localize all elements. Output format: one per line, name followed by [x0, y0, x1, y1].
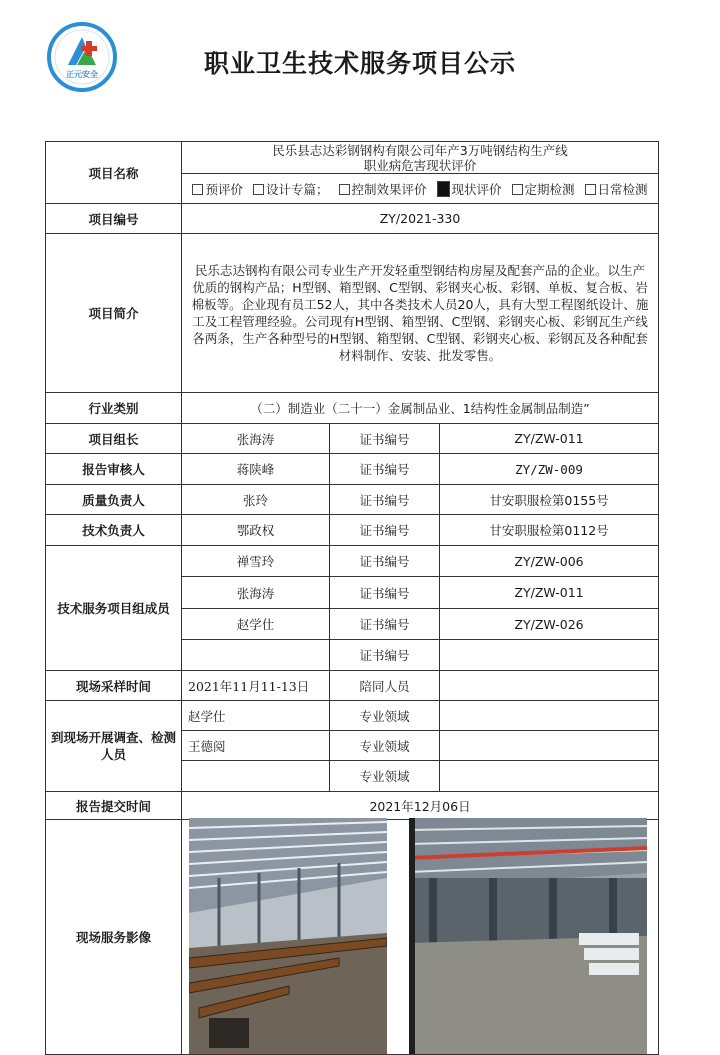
- site-images-label: 现场服务影像: [46, 820, 182, 1055]
- tech-label: 技术负责人: [46, 515, 182, 546]
- leader-cert: ZY/ZW-011: [440, 424, 659, 454]
- member-cert: ZY/ZW-011: [440, 577, 659, 609]
- page-title: 职业卫生技术服务项目公示: [203, 49, 516, 78]
- checked-box-icon: [437, 181, 450, 197]
- tech-name: 鄂政权: [182, 515, 330, 546]
- reviewer-cert: ZY/ZW-009: [440, 454, 659, 485]
- member-cert: ZY/ZW-006: [440, 546, 659, 577]
- companion-label: 陪同人员: [330, 671, 440, 701]
- site-photo-2: [409, 818, 647, 1054]
- site-photo-1: [189, 818, 387, 1054]
- industry-label: 行业类别: [46, 393, 182, 424]
- quality-name: 张玲: [182, 485, 330, 515]
- type-option[interactable]: 控制效果评价: [339, 182, 427, 197]
- surveyor-name: 赵学仕: [182, 701, 330, 731]
- reviewer-label: 报告审核人: [46, 454, 182, 485]
- project-number: ZY/2021-330: [182, 204, 659, 234]
- submit-time-label: 报告提交时间: [46, 792, 182, 820]
- surveyor-name: 王德阅: [182, 731, 330, 761]
- checkbox-icon: [512, 184, 523, 195]
- cert-label: 证书编号: [330, 454, 440, 485]
- leader-label: 项目组长: [46, 424, 182, 454]
- checkbox-icon: [192, 184, 203, 195]
- project-name-label: 项目名称: [46, 142, 182, 204]
- field-label: 专业领域: [330, 761, 440, 792]
- type-option[interactable]: 预评价: [192, 182, 243, 197]
- member-cert: ZY/ZW-026: [440, 609, 659, 640]
- checkbox-icon: [585, 184, 596, 195]
- industry-value: （二）制造业（二十一）金属制品业、1结构性金属制品制造”: [182, 393, 659, 424]
- surveyors-label: 到现场开展调查、检测人员: [46, 701, 182, 792]
- cert-label: 证书编号: [330, 515, 440, 546]
- type-option-checked[interactable]: 现状评价: [437, 182, 502, 197]
- submit-time: 2021年12月06日: [182, 792, 659, 820]
- member-name: 赵学仕: [182, 609, 330, 640]
- member-cert: [440, 640, 659, 671]
- field-label: 专业领域: [330, 701, 440, 731]
- project-intro: 民乐志达钢构有限公司专业生产开发轻重型钢结构房屋及配套产品的企业。以生产优质的钢构产品；H型钢、箱型钢、C型钢、彩钢夹心板、彩钢、单板、复合板、岩棉板等。企业现有员工52人，其中各类技术人员20人，具有大型工程图纸设计、施工及工程管理经验。公司现有H型钢、箱型钢、C型钢、彩钢夹心板、彩钢瓦生产线各两条，生产各种型号的H型钢、箱型钢、C型钢、彩钢夹心板、彩钢瓦及各种配套材料制作、安装、批发零售。: [182, 234, 659, 393]
- type-option[interactable]: 定期检测: [512, 182, 575, 197]
- cert-label: 证书编号: [330, 424, 440, 454]
- member-name: 张海涛: [182, 577, 330, 609]
- companion-value: [440, 671, 659, 701]
- type-option[interactable]: 设计专篇；: [253, 182, 329, 197]
- type-option[interactable]: 日常检测: [585, 182, 648, 197]
- cert-label: 证书编号: [330, 577, 440, 609]
- sampling-time: 2021年11月11-13日: [182, 671, 330, 701]
- project-intro-label: 项目简介: [46, 234, 182, 393]
- tech-cert: 甘安职服检第0112号: [440, 515, 659, 546]
- members-label: 技术服务项目组成员: [46, 546, 182, 671]
- quality-label: 质量负责人: [46, 485, 182, 515]
- site-images: [182, 820, 659, 1055]
- checkbox-icon: [339, 184, 350, 195]
- logo-text: 正元安全: [66, 70, 98, 79]
- checkbox-icon: [253, 184, 264, 195]
- project-name-line2: 职业病危害现状评价: [363, 157, 477, 173]
- project-type-options: [182, 174, 659, 204]
- cert-label: 证书编号: [330, 485, 440, 515]
- reviewer-name: 蒋陕峰: [182, 454, 330, 485]
- surveyor-name: [182, 761, 330, 792]
- sampling-time-label: 现场采样时间: [46, 671, 182, 701]
- cert-label: 证书编号: [330, 640, 440, 671]
- surveyor-field: [440, 731, 659, 761]
- project-number-label: 项目编号: [46, 204, 182, 234]
- project-table: [45, 141, 659, 1055]
- field-label: 专业领域: [330, 731, 440, 761]
- cert-label: 证书编号: [330, 546, 440, 577]
- surveyor-field: [440, 761, 659, 792]
- cert-label: 证书编号: [330, 609, 440, 640]
- quality-cert: 甘安职服检第0155号: [440, 485, 659, 515]
- member-name: 禅雪玲: [182, 546, 330, 577]
- project-name-line1: 民乐县志达彩钢钢构有限公司年产3万吨钢结构生产线: [272, 142, 568, 158]
- project-name: [182, 142, 659, 174]
- surveyor-field: [440, 701, 659, 731]
- member-name: [182, 640, 330, 671]
- leader-name: 张海涛: [182, 424, 330, 454]
